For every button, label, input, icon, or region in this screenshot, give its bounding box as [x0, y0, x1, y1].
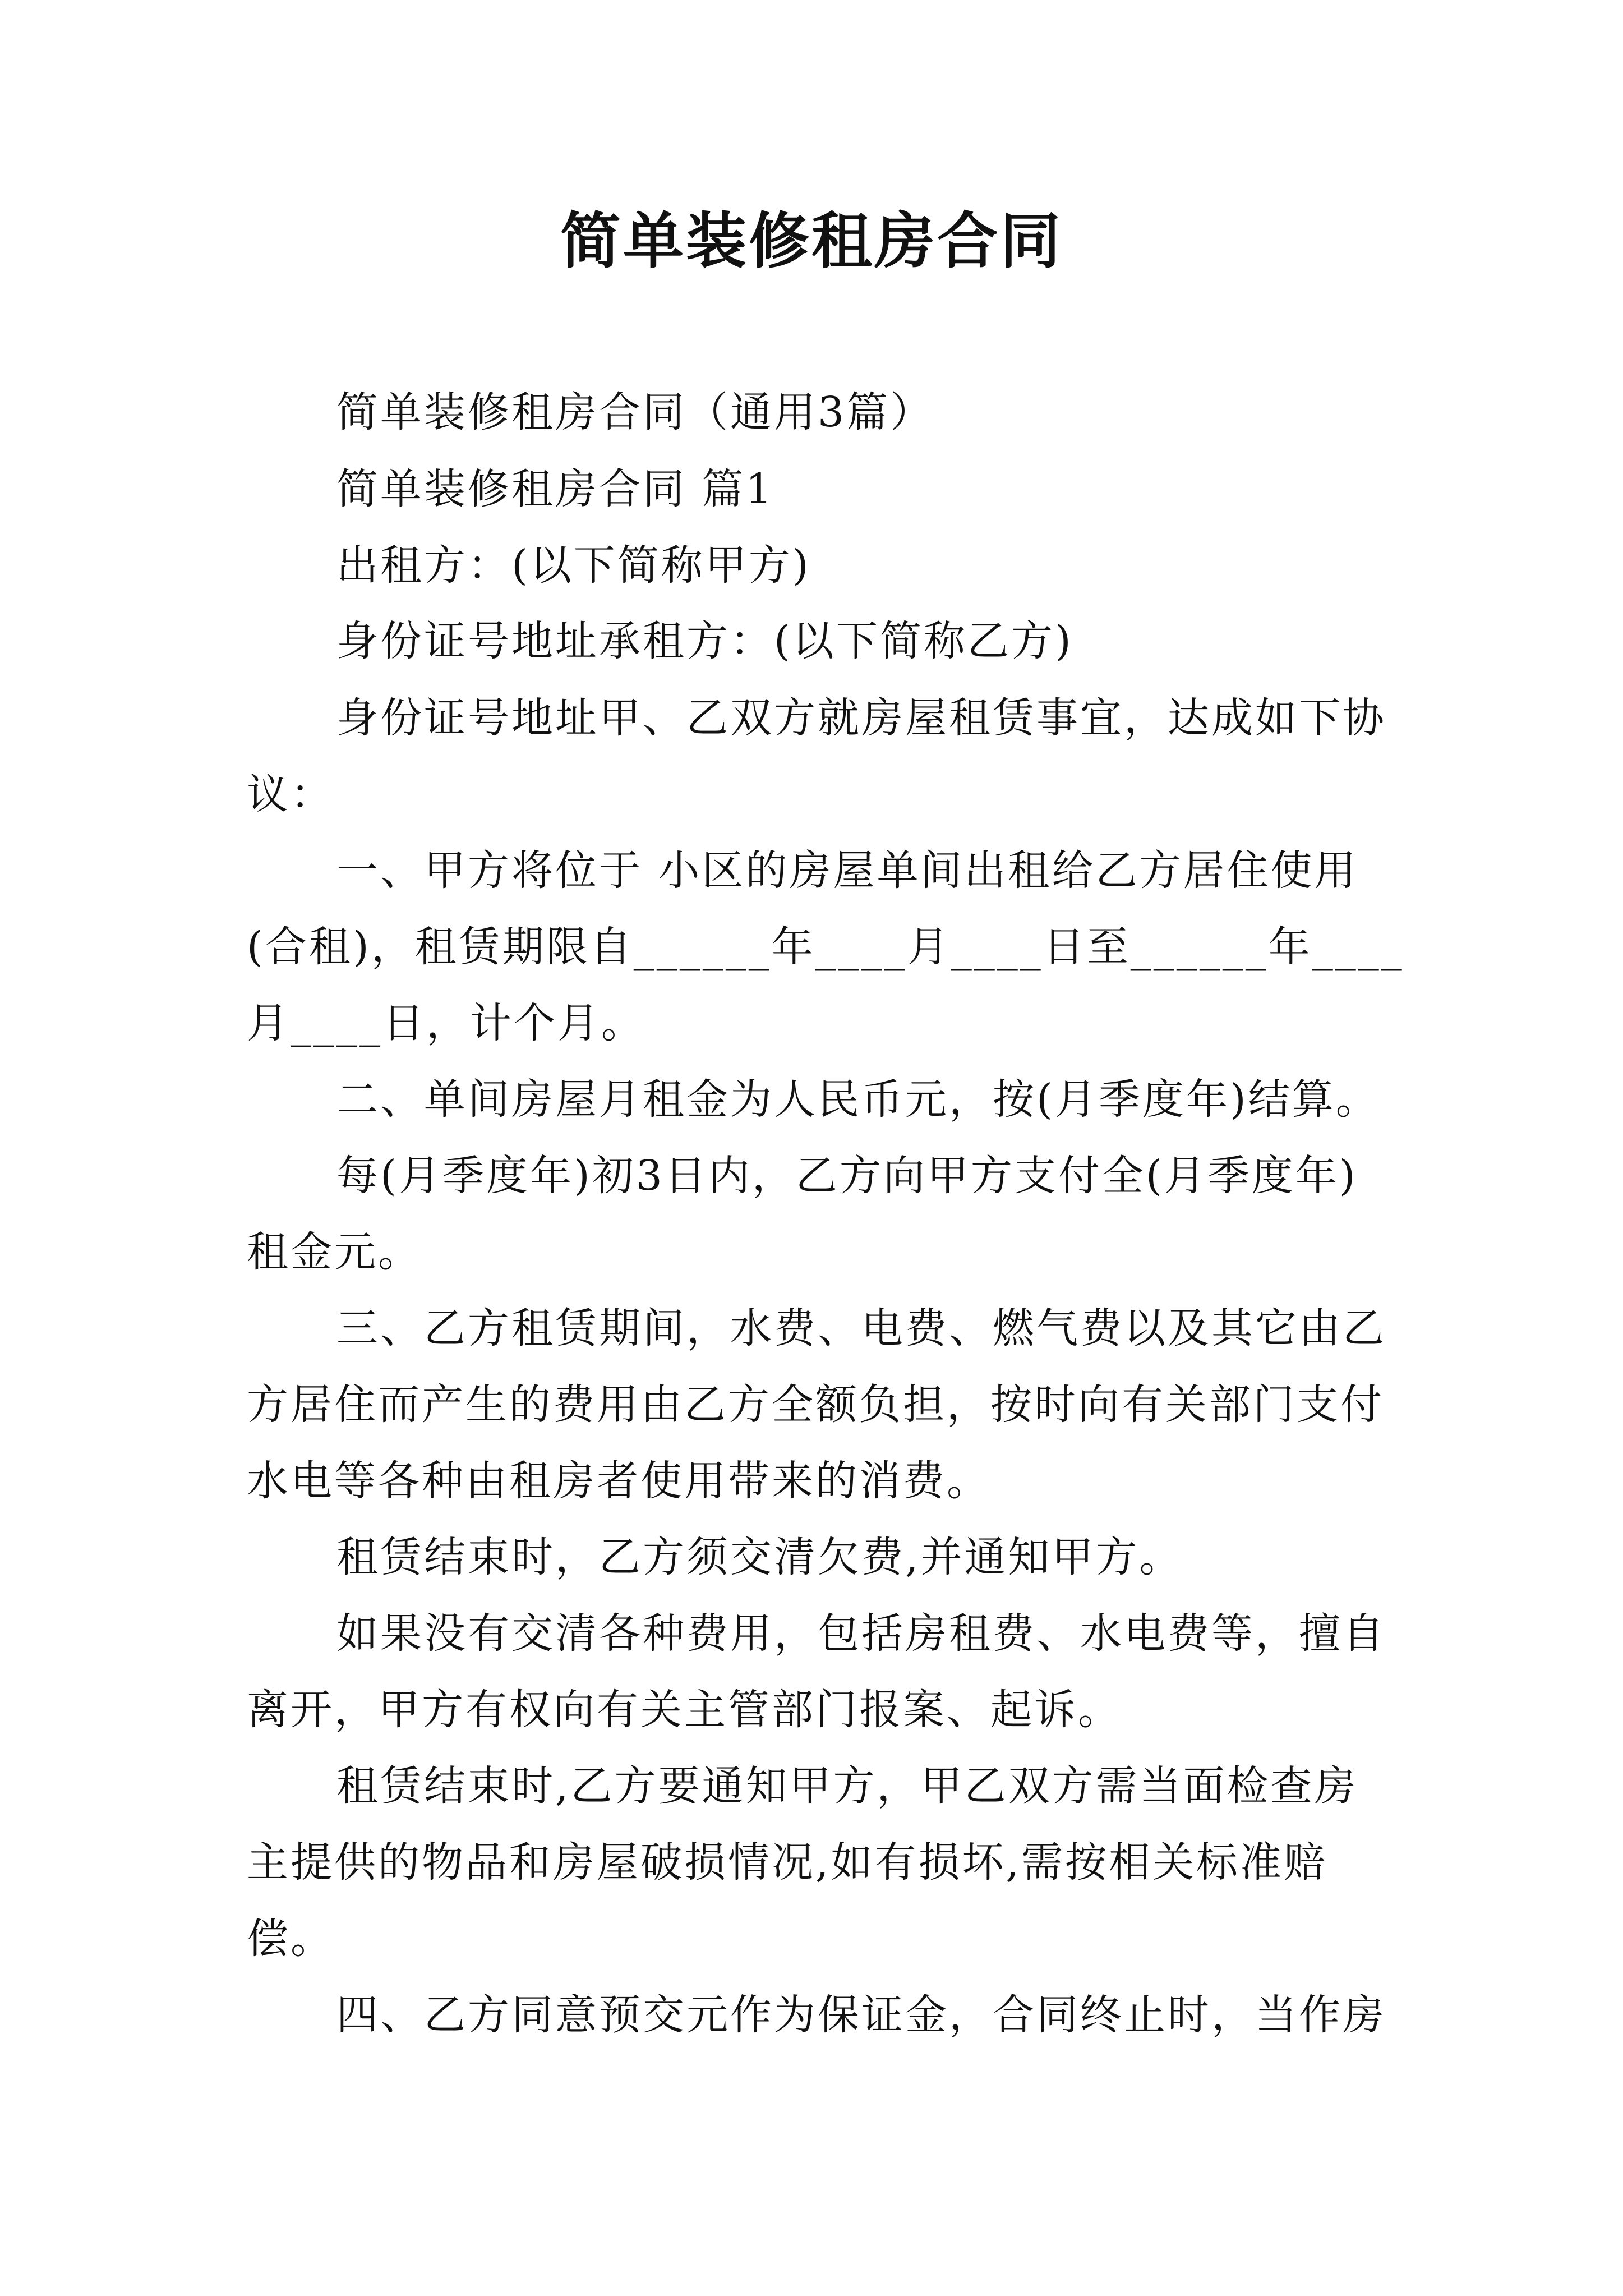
text-line: 一、甲方将位于 小区的房屋单间出租给乙方居住使用: [336, 846, 1358, 895]
text-line: 如果没有交清各种费用，包括房租费、水电费等，擅自: [336, 1609, 1386, 1658]
text-line: 四、乙方同意预交元作为保证金，合同终止时，当作房: [336, 1991, 1386, 2039]
text-line: 租赁结束时，乙方须交清欠费,并通知甲方。: [336, 1533, 1183, 1581]
text-line: 月____日，计个月。: [247, 999, 645, 1047]
text-line: (合租)，租赁期限自______年____月____日至______年____: [247, 923, 1404, 971]
text-line: 简单装修租房合同（通用3篇）: [336, 388, 934, 436]
text-line: 身份证号地址甲、乙双方就房屋租赁事宜，达成如下协: [336, 694, 1386, 742]
text-line: 主提供的物品和房屋破损情况,如有损坏,需按相关标准赔: [247, 1838, 1328, 1887]
text-line: 出租方：(以下简称甲方): [336, 541, 811, 590]
text-line: 二、单间房屋月租金为人民币元，按(月季度年)结算。: [336, 1075, 1380, 1124]
text-line: 租赁结束时,乙方要通知甲方，甲乙双方需当面检查房: [336, 1762, 1358, 1810]
document-title: 简单装修租房合同: [560, 206, 1063, 277]
text-line: 议：: [247, 770, 334, 818]
text-line: 偿。: [247, 1915, 334, 1963]
text-line: 身份证号地址承租方：(以下简称乙方): [336, 617, 1073, 665]
text-line: 租金元。: [247, 1228, 422, 1276]
text-line: 方居住而产生的费用由乙方全额负担，按时向有关部门支付: [247, 1381, 1384, 1429]
text-line: 简单装修租房合同 篇1: [336, 465, 774, 513]
text-line: 水电等各种由租房者使用带来的消费。: [247, 1457, 990, 1505]
text-line: 每(月季度年)初3日内，乙方向甲方支付全(月季度年): [336, 1152, 1358, 1200]
text-line: 离开，甲方有权向有关主管部门报案、起诉。: [247, 1686, 1122, 1734]
text-line: 三、乙方租赁期间，水费、电费、燃气费以及其它由乙: [336, 1304, 1386, 1352]
